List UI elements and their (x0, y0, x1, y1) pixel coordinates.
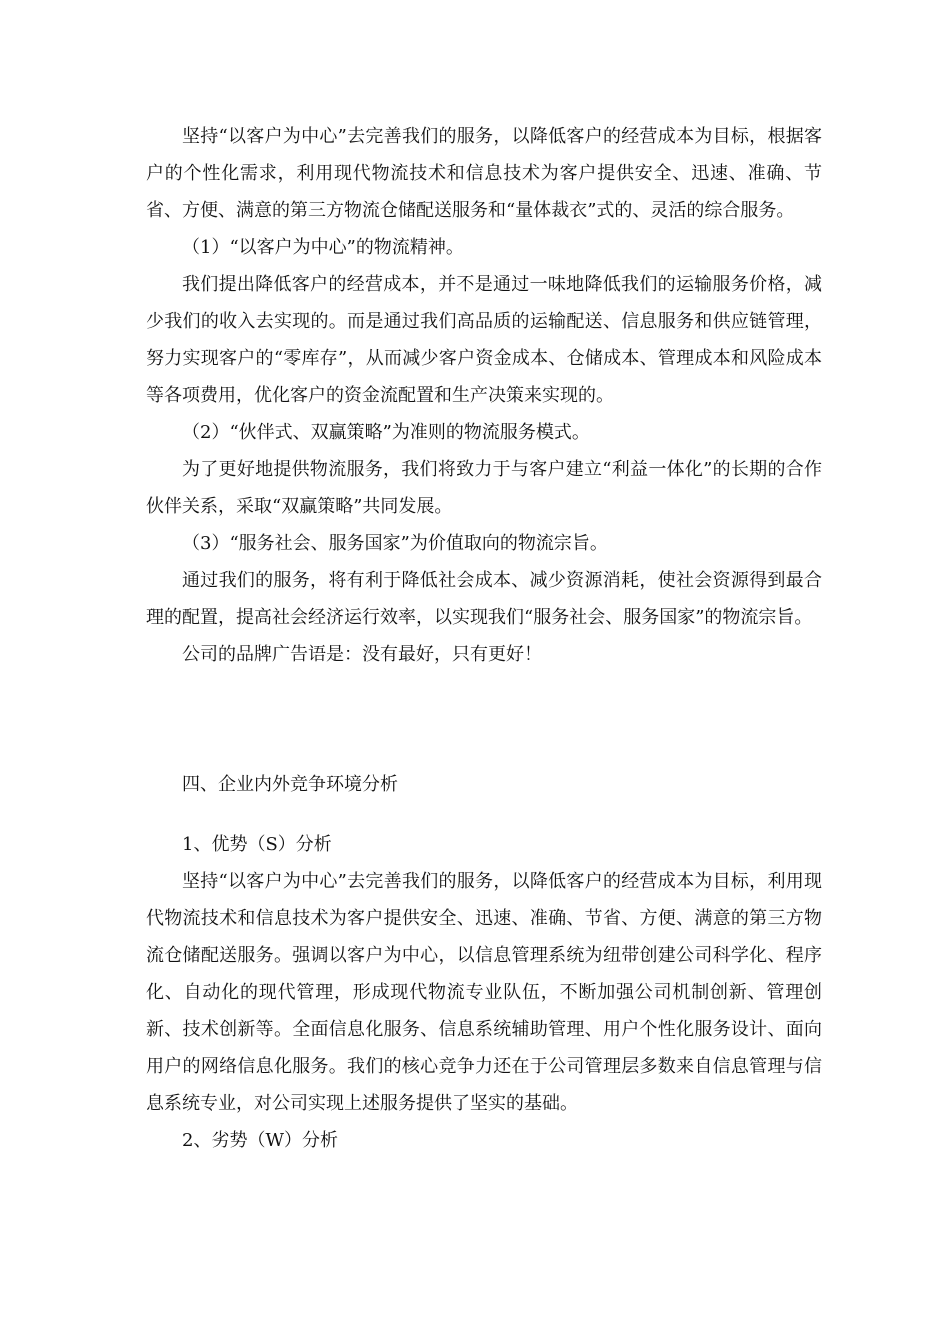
item3-body: 通过我们的服务，将有利于降低社会成本、减少资源消耗，使社会资源得到最合理的配置，提高社会经济运行效率，以实现我们“服务社会、服务国家”的物流宗旨。 (146, 570, 822, 628)
section4-block (146, 766, 822, 803)
item1-body: 我们提出降低客户的经营成本，并不是通过一味地降低我们的运输服务价格，减少我们的收入去实现的。而是通过我们高品质的运输配送、信息服务和供应链管理，努力实现客户的“零库存”，从而减少客户资金成本、仓储成本、管理成本和风险成本等各项费用，优化客户的资金流配置和生产决策来实现的。 (146, 274, 822, 406)
text-block-upper (146, 118, 822, 673)
intro-paragraph: 坚持“以客户为中心”去完善我们的服务，以降低客户的经营成本为目标，根据客户的个性化需求，利用现代物流技术和信息技术为客户提供安全、迅速、准确、节省、方便、满意的第三方物流仓储配送服务和“量体裁衣”式的、灵活的综合服务。 (146, 126, 822, 221)
text-block-lower (146, 826, 822, 1159)
section4-heading: 四、企业内外竞争环境分析 (182, 774, 398, 795)
item2-body: 为了更好地提供物流服务，我们将致力于与客户建立“利益一体化”的长期的合作伙伴关系，采取“双赢策略”共同发展。 (146, 459, 822, 517)
strength-heading: 1、优势（S）分析 (182, 834, 332, 855)
strength-body: 坚持“以客户为中心”去完善我们的服务，以降低客户的经营成本为目标，利用现代物流技术和信息技术为客户提供安全、迅速、准确、节省、方便、满意的第三方物流仓储配送服务。强调以客户为中心，以信息管理系统为纽带创建公司科学化、程序化、自动化的现代管理，形成现代物流专业队伍，不断加强公司机制创新、管理创新、技术创新等。全面信息化服务、信息系统辅助管理、用户个性化服务设计、面向用户的网络信息化服务。我们的核心竞争力还在于公司管理层多数来自信息管理与信息系统专业，对公司实现上述服务提供了坚实的基础。 (146, 871, 822, 1114)
item2-title: （2）“伙伴式、双赢策略”为准则的物流服务模式。 (182, 422, 590, 443)
weakness-heading: 2、劣势（W）分析 (182, 1130, 338, 1151)
item3-title: （3）“服务社会、服务国家”为价值取向的物流宗旨。 (182, 533, 608, 554)
slogan-paragraph: 公司的品牌广告语是：没有最好，只有更好！ (182, 644, 542, 665)
item1-title: （1）“以客户为中心”的物流精神。 (182, 237, 464, 258)
